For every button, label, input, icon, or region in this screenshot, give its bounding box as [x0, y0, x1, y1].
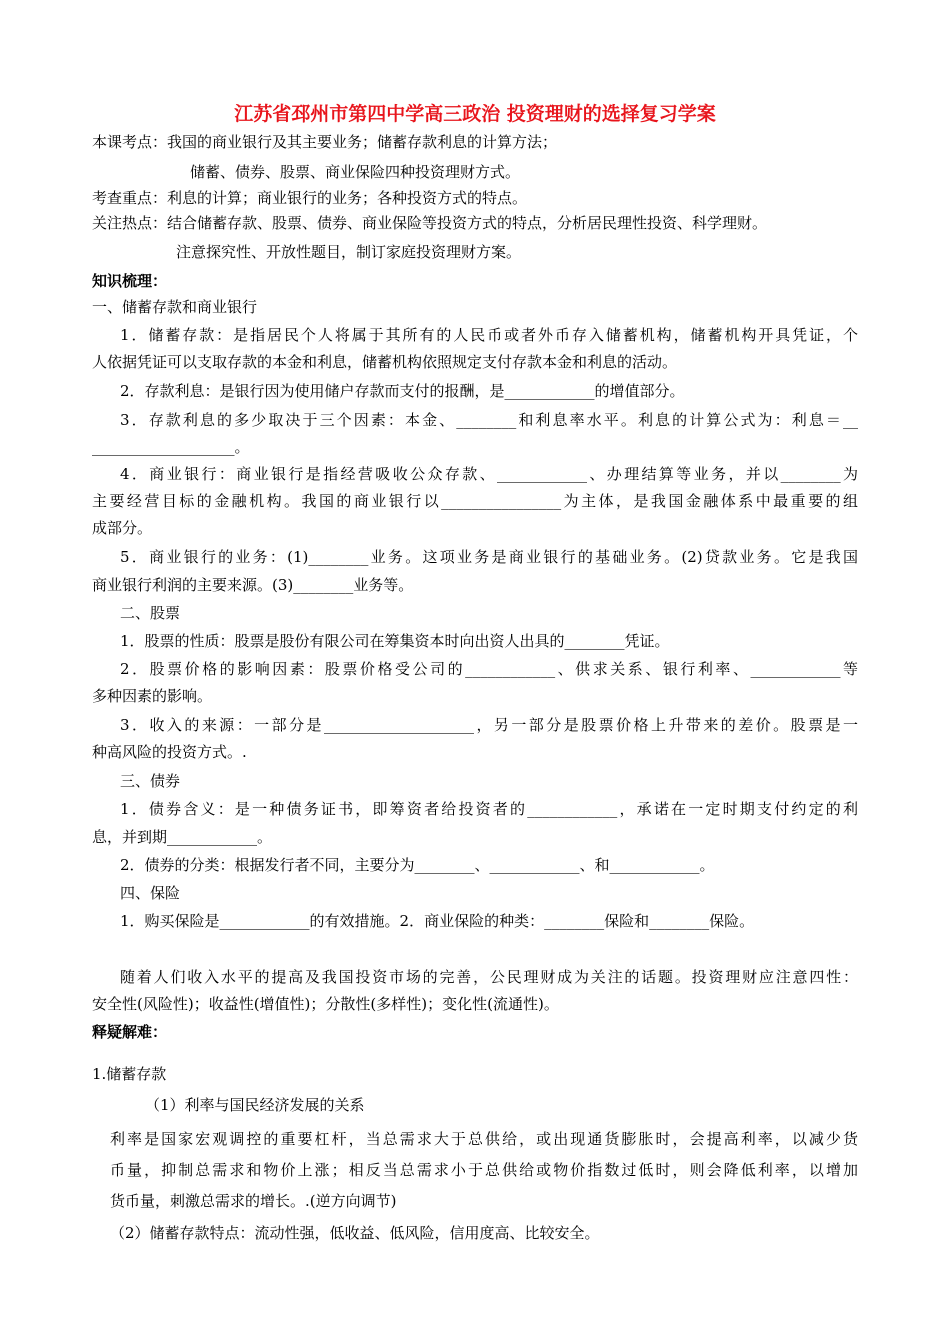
- paragraph-line: 多种因素的影响。: [92, 687, 213, 705]
- exam-points-line: 本课考点：我国的商业银行及其主要业务；储蓄存款利息的计算方法；: [92, 133, 558, 151]
- page-title: 江苏省邳州市第四中学高三政治 投资理财的选择复习学案: [234, 103, 716, 125]
- list-item: 1.储蓄存款: [92, 1065, 167, 1083]
- hot-topics-line: 关注热点：结合储蓄存款、股票、债券、商业保险等投资方式的特点，分析居民理性投资、科学理财。: [92, 214, 768, 232]
- paragraph-line: 1．债券含义：是一种债务证书，即筹资者给投资者的____________，承诺在一定时期支付约定的利: [120, 800, 858, 818]
- paragraph-line: 种高风险的投资方式。.: [92, 743, 247, 761]
- summary-line: 安全性(风险性)；收益性(增值性)；分散性(多样性)；变化性(流通性)。: [92, 995, 559, 1013]
- summary-line: 随着人们收入水平的提高及我国投资市场的完善，公民理财成为关注的话题。投资理财应注意四性：: [120, 968, 858, 986]
- section-title-insurance: 四、保险: [120, 884, 181, 902]
- section-heading-explanation: 释疑解难：: [92, 1023, 168, 1041]
- hot-topics-line-2: 注意探究性、开放性题目，制订家庭投资理财方案。: [176, 243, 522, 261]
- section-title-bonds: 三、债券: [120, 772, 181, 790]
- paragraph-line: 人依据凭证可以支取存款的本金和利息，储蓄机构依照规定支付存款本金和利息的活动。: [92, 353, 678, 371]
- paragraph-line: 1．购买保险是____________的有效措施。2．商业保险的种类：________保险和________保险。: [120, 912, 755, 930]
- paragraph-line: 2．债券的分类：根据发行者不同，主要分为________、____________、和____________。: [120, 856, 715, 874]
- paragraph-line: 利率是国家宏观调控的重要杠杆，当总需求大于总供给，或出现通货膨胀时，会提高利率，以减少货: [110, 1130, 858, 1148]
- section-title-stocks: 二、股票: [120, 604, 181, 622]
- exam-points-line-2: 储蓄、债券、股票、商业保险四种投资理财方式。: [190, 163, 521, 181]
- sub-heading: （1）利率与国民经济发展的关系: [145, 1096, 365, 1114]
- paragraph-line: 主要经营目标的金融机构。我国的商业银行以________________为主体，是我国金融体系中最重要的组: [92, 492, 858, 510]
- paragraph-line: 5．商业银行的业务：(1)________业务。这项业务是商业银行的基础业务。(2)贷款业务。它是我国: [120, 548, 858, 566]
- section-title-savings: 一、储蓄存款和商业银行: [92, 298, 258, 316]
- paragraph-line: 4．商业银行：商业银行是指经营吸收公众存款、____________、办理结算等业务，并以________为: [120, 465, 858, 483]
- paragraph-line: 3．存款利息的多少取决于三个因素：本金、________和利息率水平。利息的计算公式为：利息＝__: [120, 411, 858, 429]
- paragraph-line: 1．储蓄存款：是指居民个人将属于其所有的人民币或者外币存入储蓄机构，储蓄机构开具凭证，个: [120, 326, 858, 344]
- paragraph-line: 1．股票的性质：股票是股份有限公司在筹集资本时向出资人出具的________凭证。: [120, 632, 670, 650]
- paragraph-line: 2．股票价格的影响因素：股票价格受公司的____________、供求关系、银行利率、____________等: [120, 660, 858, 678]
- paragraph-line: ___________________。: [92, 438, 250, 456]
- paragraph-line: 货币量，刺激总需求的增长。.(逆方向调节): [110, 1192, 397, 1210]
- paragraph-line: 息，并到期____________。: [92, 828, 273, 846]
- paragraph-line: 3．收入的来源：一部分是____________________，另一部分是股票价格上升带来的差价。股票是一: [120, 716, 858, 734]
- paragraph-line: 商业银行利润的主要来源。(3)________业务等。: [92, 576, 414, 594]
- paragraph-line: 币量，抑制总需求和物价上涨；相反当总需求小于总供给或物价指数过低时，则会降低利率，以增加: [110, 1161, 858, 1179]
- key-points-line: 考查重点：利息的计算；商业银行的业务；各种投资方式的特点。: [92, 189, 528, 207]
- sub-heading: （2）储蓄存款特点：流动性强，低收益、低风险，信用度高、比较安全。: [110, 1224, 600, 1242]
- paragraph-line: 2．存款利息：是银行因为使用储户存款而支付的报酬，是____________的增值部分。: [120, 382, 685, 400]
- section-heading-knowledge: 知识梳理：: [92, 272, 168, 290]
- paragraph-line: 成部分。: [92, 519, 153, 537]
